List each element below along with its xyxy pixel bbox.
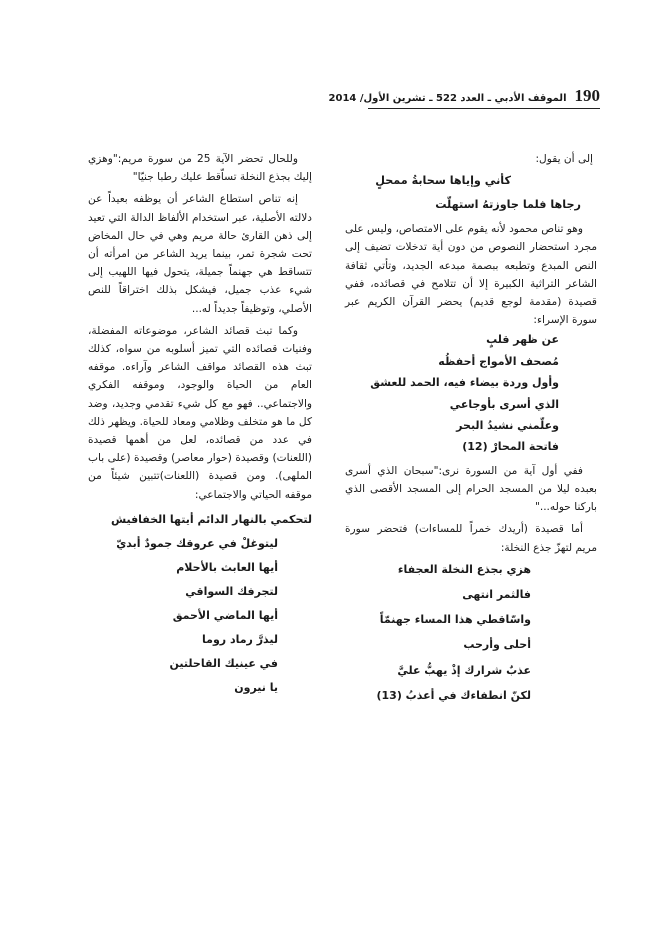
poem-line: مُصحف الأمواج أحفظُه <box>438 354 559 368</box>
poem-line: واسّاقطي هذا المساء جهنمّاً <box>379 613 531 627</box>
poem-line: الذي أسرى بأوجاعي <box>449 397 559 411</box>
poem-line: وأول وردة بيضاء فيه، الحمد للعشق <box>370 376 559 390</box>
running-header <box>328 84 600 106</box>
poem-line: ليذرَّ رماد روما <box>202 632 278 646</box>
paragraph: وهو تناص محمود لأنه يقوم على الامتصاص، وليس على مجرد استحضار النصوص من دون أية تدخلات تضيف إلى النص المبدع وتطبعه ببصمة مبدعه الجديد، وتأتي ثقافة الشاعر التراثية الكبيرة إلا أن تتلامح في قصائده، ففي قصيدة (مقدمة لوجع قديم) يحضر القرآن الكريم عبر سورة الإسراء: <box>345 223 597 327</box>
header-rule <box>368 108 600 109</box>
page-number: 190 <box>574 86 600 105</box>
poem-line: أحلى وأرحب <box>463 638 531 652</box>
poem-excerpt <box>88 508 312 700</box>
right-column <box>345 150 597 708</box>
poem-line: في عينيك القاحلتين <box>169 656 278 670</box>
poem-line: يا نيرون <box>234 680 278 694</box>
poem-line: ليتوغلْ في عروقك جمودٌ أبديّ <box>116 536 278 550</box>
poem-line: وعلّمني نشيدُ البحر <box>456 419 559 433</box>
poem-line: أيها العابث بالأحلام <box>176 560 278 574</box>
poem-line: فاتحة المحارْ (12) <box>462 440 559 454</box>
poem-line: أيها الماضي الأحمق <box>172 608 278 622</box>
quoted-verse-2: رجاها فلما جاوزتهُ استهلّت <box>435 198 581 212</box>
poem-line: لتحكمي بالنهار الدائم أيتها الخفافيش <box>110 512 312 526</box>
poem-excerpt <box>345 557 597 708</box>
poem-line: عن ظهر قلبٍ <box>486 333 559 347</box>
poem-line: لكنّ انطفاءك في أعذبُ (13) <box>376 688 531 702</box>
paragraph: وللحال تحضر الآية 25 من سورة مريم:"وهزي إليك بجذع النخلة تساّقط عليك رطبا جنيّا" <box>88 153 312 184</box>
paragraph: ففي أول آية من السورة نرى:"سبحان الذي أسرى بعبده ليلا من المسجد الحرام إلى المسجد الأقصى الذي باركنا حوله..." <box>345 464 597 514</box>
poem-line: لتجرفك السواقي <box>185 584 278 598</box>
left-column <box>88 150 312 700</box>
poem-line: فالثمر انتهى <box>462 588 531 602</box>
poem-excerpt <box>345 329 597 457</box>
poem-line: هزي بجذع النخلة العجفاء <box>397 562 531 576</box>
journal-title: الموقف الأدبي ـ العدد 522 ـ تشرين الأول/ 2014 <box>328 93 567 104</box>
paragraph: أما قصيدة (أريدك خمراً للمساءات) فتحضر سورة مريم لتهزّ جذع النخلة: <box>345 523 597 554</box>
intro-line: إلى أن يقول: <box>535 153 593 165</box>
paragraph: وكما تبث قصائد الشاعر، موضوعاته المفضلة، وفنيات قصائده التي تميز أسلوبه من سواه، كذلك تبث هذه القصائد مواقف الشاعر وآراءه. موقفه العام من الحياة والوجود، وموقفه الفكري والاجتماعي.. فهو مع كل شيء تقدمي وجديد، وضد كل ما هو متخلف وظلامي ومعاد للحياة. ويظهر ذلك في عدد من قصائده، لعل من أهمها قصيدة (اللعنات) وقصيدة (حوار معاصر) وقصيدة (على باب الملهى). ومن قصيدة (اللعنات)تتبين شيئاً من موقفه الحياتي والاجتماعي: <box>88 324 312 501</box>
quoted-verse-1: كأني وإياها سحابةُ ممحلٍ <box>375 174 511 188</box>
poem-line: عذبٌ شرارك إذْ يهبُّ عليَّ <box>397 663 531 677</box>
paragraph: إنه تناص استطاع الشاعر أن يوظفه بعيداً عن دلالته الأصلية، عبر استخدام الألفاظ الدالة التي تعيد إلى ذهن القارئ حالة مريم وهي في حال المخاض تحت شجرة تمر، بينما يريد الشاعر من امرأته أن تتساقط هي جهنماً جميلة، يتحول فيها اللهيب إلى شيء عذب جميل، فيشكل بذلك اختراقاً للنص الأصلي، وتوظيفاً جديداً له... <box>88 193 312 315</box>
